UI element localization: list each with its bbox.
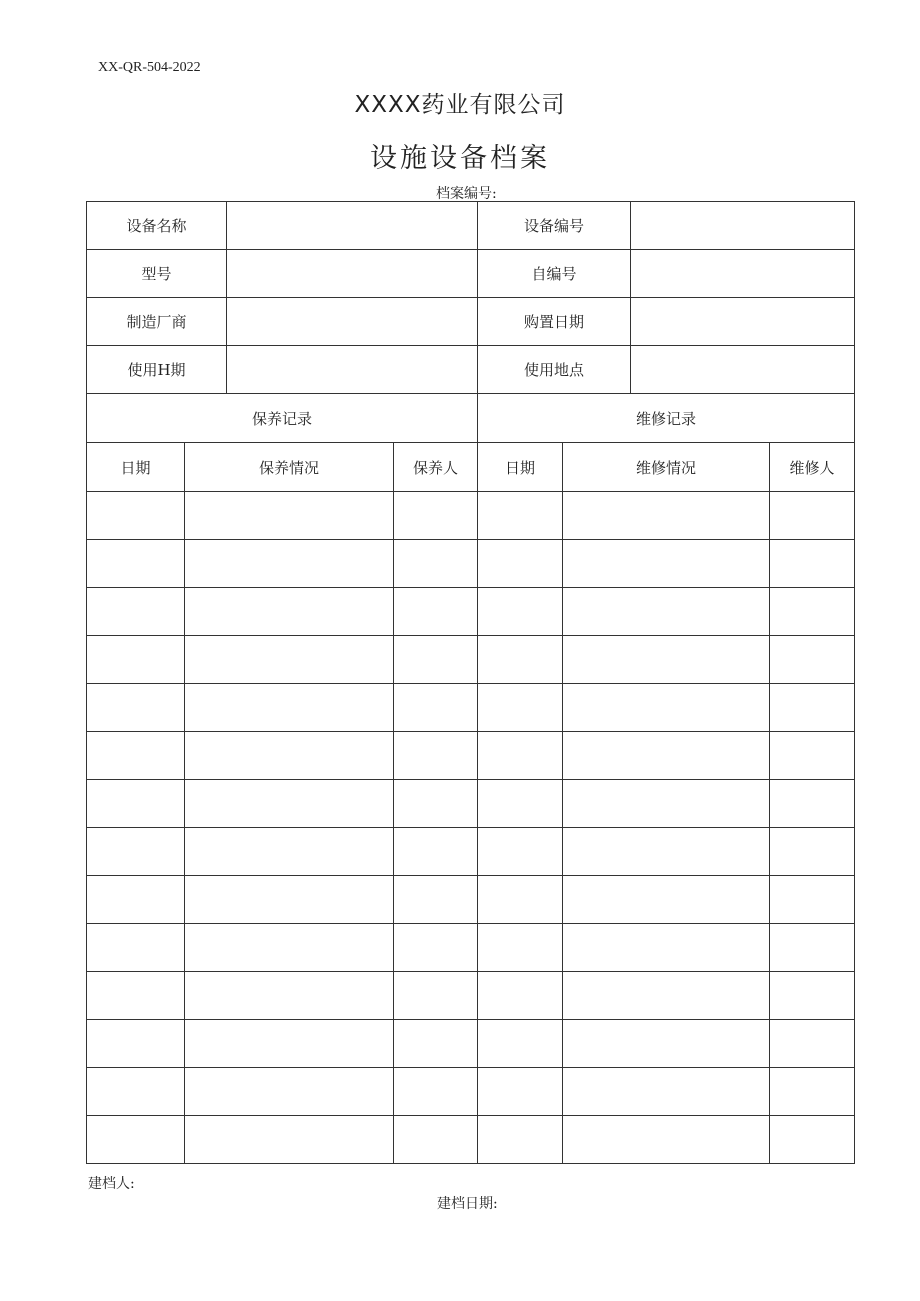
equipment-no-label: 设备编号 (478, 202, 631, 250)
maintenance-status-cell[interactable] (185, 828, 394, 876)
repair-date-cell[interactable] (478, 1020, 563, 1068)
repairer-cell[interactable] (770, 1020, 855, 1068)
equipment-name-field[interactable] (227, 202, 478, 250)
maintainer-cell[interactable] (394, 1068, 478, 1116)
repair-date-cell[interactable] (478, 1116, 563, 1164)
model-field[interactable] (227, 250, 478, 298)
repairer-cell[interactable] (770, 972, 855, 1020)
equipment-name-label: 设备名称 (87, 202, 227, 250)
purchase-date-field[interactable] (631, 298, 855, 346)
info-row (87, 202, 855, 250)
maintainer-cell[interactable] (394, 684, 478, 732)
use-date-field[interactable] (227, 346, 478, 394)
maintenance-status-cell[interactable] (185, 684, 394, 732)
maintenance-status-cell[interactable] (185, 540, 394, 588)
repair-date-header: 日期 (478, 443, 563, 492)
maintainer-cell[interactable] (394, 924, 478, 972)
repair-status-cell[interactable] (563, 1116, 770, 1164)
maintenance-date-cell[interactable] (87, 636, 185, 684)
repair-status-cell[interactable] (563, 492, 770, 540)
maintenance-date-cell[interactable] (87, 780, 185, 828)
page-title: 设施设备档案 (370, 143, 550, 174)
maintenance-date-cell[interactable] (87, 540, 185, 588)
maintainer-cell[interactable] (394, 492, 478, 540)
repair-section-header: 维修记录 (478, 394, 855, 443)
repair-date-cell[interactable] (478, 540, 563, 588)
repair-status-cell[interactable] (563, 684, 770, 732)
record-row (87, 780, 855, 828)
maintainer-cell[interactable] (394, 828, 478, 876)
maintainer-cell[interactable] (394, 972, 478, 1020)
repair-status-cell[interactable] (563, 972, 770, 1020)
maintenance-status-cell[interactable] (185, 732, 394, 780)
maintenance-date-cell[interactable] (87, 876, 185, 924)
purchase-date-label: 购置日期 (478, 298, 631, 346)
repair-date-cell[interactable] (478, 588, 563, 636)
repair-date-cell[interactable] (478, 828, 563, 876)
repair-status-cell[interactable] (563, 636, 770, 684)
equipment-archive-table (86, 201, 855, 1164)
repair-status-cell[interactable] (563, 828, 770, 876)
maintenance-status-cell[interactable] (185, 876, 394, 924)
repairer-cell[interactable] (770, 876, 855, 924)
record-row (87, 924, 855, 972)
use-location-label: 使用地点 (478, 346, 631, 394)
maintenance-status-header: 保养情况 (185, 443, 394, 492)
repair-status-cell[interactable] (563, 588, 770, 636)
info-row (87, 250, 855, 298)
maintenance-date-cell[interactable] (87, 588, 185, 636)
model-label: 型号 (87, 250, 227, 298)
archive-number-label: 档案编号: (436, 186, 497, 202)
company-name: XXXX药业有限公司 (354, 92, 566, 118)
repair-date-cell[interactable] (478, 636, 563, 684)
maintenance-date-cell[interactable] (87, 828, 185, 876)
maintenance-status-cell[interactable] (185, 972, 394, 1020)
record-row (87, 1068, 855, 1116)
creator-label: 建档人: (88, 1176, 135, 1192)
maintenance-status-cell[interactable] (185, 924, 394, 972)
repairer-cell[interactable] (770, 492, 855, 540)
maintainer-cell[interactable] (394, 588, 478, 636)
repair-date-cell[interactable] (478, 732, 563, 780)
repair-status-cell[interactable] (563, 540, 770, 588)
repairer-cell[interactable] (770, 684, 855, 732)
repair-status-header: 维修情况 (563, 443, 770, 492)
maintenance-status-cell[interactable] (185, 1116, 394, 1164)
record-row (87, 732, 855, 780)
repairer-cell[interactable] (770, 828, 855, 876)
maintainer-cell[interactable] (394, 1020, 478, 1068)
maintenance-date-cell[interactable] (87, 492, 185, 540)
maintenance-date-cell[interactable] (87, 1020, 185, 1068)
self-no-label: 自编号 (478, 250, 631, 298)
record-row (87, 1020, 855, 1068)
maintenance-date-cell[interactable] (87, 924, 185, 972)
record-row (87, 492, 855, 540)
archive-date-label: 建档日期: (437, 1196, 498, 1212)
record-row (87, 636, 855, 684)
repairer-header: 维修人 (770, 443, 855, 492)
maintainer-cell[interactable] (394, 876, 478, 924)
maintainer-cell[interactable] (394, 636, 478, 684)
maintenance-status-cell[interactable] (185, 780, 394, 828)
repairer-cell[interactable] (770, 780, 855, 828)
repair-status-cell[interactable] (563, 924, 770, 972)
repair-status-cell[interactable] (563, 732, 770, 780)
repairer-cell[interactable] (770, 1116, 855, 1164)
maintenance-date-cell[interactable] (87, 684, 185, 732)
maintenance-date-cell[interactable] (87, 1116, 185, 1164)
maintenance-status-cell[interactable] (185, 588, 394, 636)
info-row (87, 346, 855, 394)
maintenance-date-cell[interactable] (87, 972, 185, 1020)
column-header-row (87, 443, 855, 492)
record-row (87, 972, 855, 1020)
document-code: XX-QR-504-2022 (98, 60, 201, 75)
repair-status-cell[interactable] (563, 1068, 770, 1116)
repairer-cell[interactable] (770, 540, 855, 588)
maintainer-cell[interactable] (394, 732, 478, 780)
repair-status-cell[interactable] (563, 1020, 770, 1068)
maintainer-cell[interactable] (394, 1116, 478, 1164)
maintenance-date-cell[interactable] (87, 732, 185, 780)
self-no-field[interactable] (631, 250, 855, 298)
record-row (87, 540, 855, 588)
repair-status-cell[interactable] (563, 780, 770, 828)
record-row (87, 684, 855, 732)
repair-date-cell[interactable] (478, 492, 563, 540)
record-row (87, 876, 855, 924)
maintenance-status-cell[interactable] (185, 1020, 394, 1068)
manufacturer-label: 制造厂商 (87, 298, 227, 346)
maintenance-status-cell[interactable] (185, 492, 394, 540)
use-location-field[interactable] (631, 346, 855, 394)
repair-date-cell[interactable] (478, 924, 563, 972)
equipment-no-field[interactable] (631, 202, 855, 250)
info-row (87, 298, 855, 346)
maintenance-status-cell[interactable] (185, 1068, 394, 1116)
maintainer-cell[interactable] (394, 780, 478, 828)
maintainer-cell[interactable] (394, 540, 478, 588)
repair-date-cell[interactable] (478, 684, 563, 732)
maintainer-header: 保养人 (394, 443, 478, 492)
repairer-cell[interactable] (770, 732, 855, 780)
repair-date-cell[interactable] (478, 972, 563, 1020)
repairer-cell[interactable] (770, 924, 855, 972)
record-row (87, 1116, 855, 1164)
repair-date-cell[interactable] (478, 876, 563, 924)
record-row (87, 828, 855, 876)
maintenance-date-cell[interactable] (87, 1068, 185, 1116)
manufacturer-field[interactable] (227, 298, 478, 346)
section-header-row (87, 394, 855, 443)
repair-date-cell[interactable] (478, 1068, 563, 1116)
repairer-cell[interactable] (770, 588, 855, 636)
repair-status-cell[interactable] (563, 876, 770, 924)
repairer-cell[interactable] (770, 636, 855, 684)
repairer-cell[interactable] (770, 1068, 855, 1116)
maintenance-status-cell[interactable] (185, 636, 394, 684)
use-date-label: 使用H期 (87, 346, 227, 394)
record-row (87, 588, 855, 636)
maintenance-section-header: 保养记录 (87, 394, 478, 443)
repair-date-cell[interactable] (478, 780, 563, 828)
maintenance-date-header: 日期 (87, 443, 185, 492)
